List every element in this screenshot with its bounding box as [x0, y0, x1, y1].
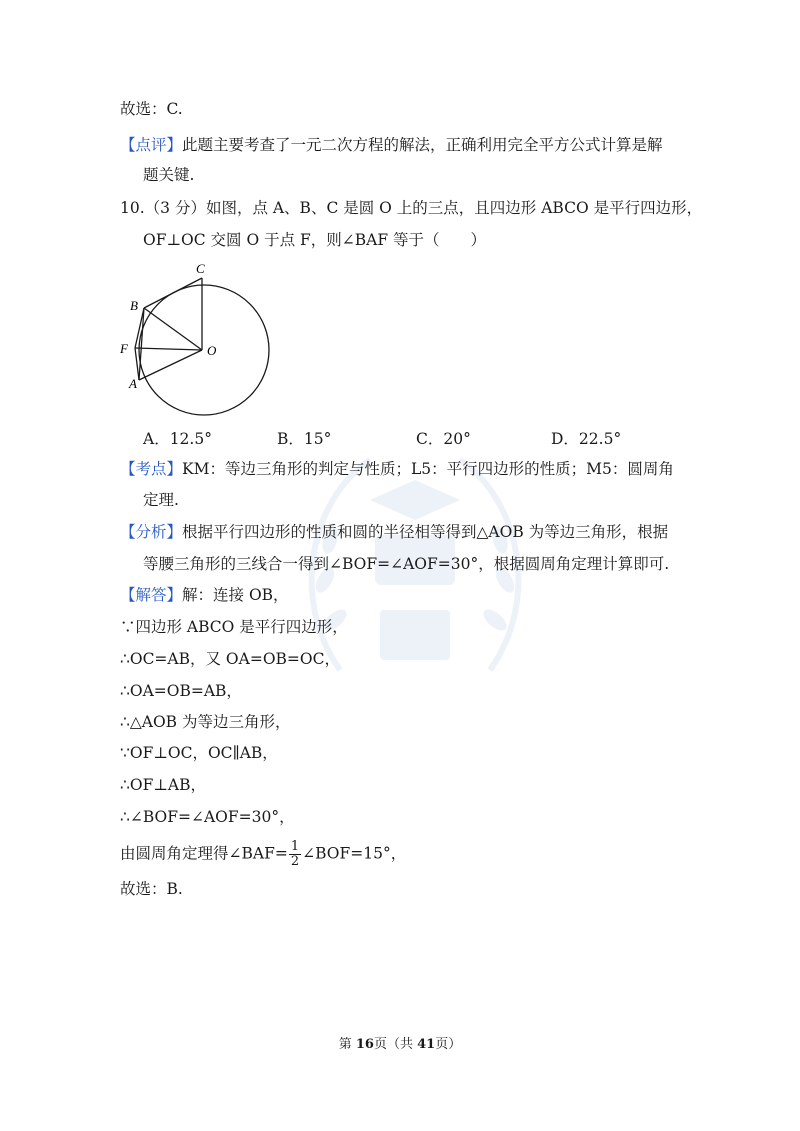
fraction-one-half — [289, 840, 301, 869]
solution-line — [120, 584, 289, 606]
footer-total-pages: 41 — [417, 1037, 436, 1052]
step-8-prefix: 由圆周角定理得∠BAF= — [120, 844, 288, 863]
option-c: C．20° — [416, 430, 471, 448]
circle-o — [139, 285, 269, 415]
footer-mid: 页（共 — [373, 1037, 418, 1052]
segment-cb — [144, 278, 202, 308]
label-b: B — [130, 298, 138, 313]
step-3: ∴OA=OB=AB， — [120, 682, 242, 700]
circle-figure — [112, 258, 282, 418]
step-1: ∵四边形 ABCO 是平行四边形， — [120, 618, 348, 636]
solution-text: 解：连接 OB， — [182, 586, 289, 604]
label-o: O — [207, 343, 217, 358]
label-f: F — [120, 341, 128, 356]
analysis-text: 根据平行四边形的性质和圆的半径相等得到△AOB 为等边三角形，根据 — [182, 523, 669, 541]
step-7: ∴∠BOF=∠AOF=30°， — [120, 808, 295, 826]
kaodian-tag: 【考点】 — [120, 460, 183, 478]
segment-fo — [135, 348, 202, 350]
analysis-line — [120, 521, 668, 543]
final-answer: 故选：B. — [120, 880, 183, 898]
label-a: A — [129, 376, 137, 391]
question-line-2: OF⊥OC 交圆 O 于点 F，则∠BAF 等于（ ） — [143, 231, 487, 249]
kaodian-cont: 定理. — [143, 491, 179, 509]
footer-post: 页） — [435, 1037, 462, 1052]
step-8 — [120, 840, 406, 869]
step-6: ∴OF⊥AB， — [120, 776, 206, 794]
answer-choice-prev: 故选：C. — [120, 100, 183, 118]
option-d: D．22.5° — [551, 430, 622, 448]
option-b: B．15° — [277, 430, 332, 448]
kaodian-line — [120, 458, 674, 480]
analysis-tag: 【分析】 — [120, 523, 183, 541]
option-a: A．12.5° — [143, 430, 212, 448]
fraction-denominator: 2 — [290, 854, 300, 869]
page-footer — [0, 1033, 800, 1052]
segment-ao — [139, 350, 202, 380]
comment-cont: 题关键. — [143, 166, 195, 184]
comment-line — [120, 134, 663, 156]
comment-text: 此题主要考查了一元二次方程的解法，正确利用完全平方公式计算是解 — [182, 136, 663, 154]
segment-bo — [144, 308, 202, 350]
step-4: ∴△AOB 为等边三角形， — [120, 713, 291, 731]
fraction-numerator: 1 — [290, 839, 300, 854]
step-5: ∵OF⊥OC，OC∥AB， — [120, 744, 278, 762]
comment-tag: 【点评】 — [120, 136, 183, 154]
label-c: C — [196, 261, 205, 276]
step-2: ∴OC=AB，又 OA=OB=OC， — [120, 650, 340, 668]
footer-pre: 第 — [338, 1037, 356, 1052]
footer-page-number: 16 — [355, 1037, 374, 1052]
solution-tag: 【解答】 — [120, 586, 183, 604]
kaodian-text: KM：等边三角形的判定与性质；L5：平行四边形的性质；M5：圆周角 — [182, 460, 674, 478]
question-line-1: 10.（3 分）如图，点 A、B、C 是圆 O 上的三点，且四边形 ABCO 是平行四边形， — [120, 199, 703, 217]
analysis-cont: 等腰三角形的三线合一得到∠BOF=∠AOF=30°，根据圆周角定理计算即可. — [143, 555, 670, 573]
step-8-suffix: ∠BOF=15°， — [302, 844, 407, 863]
